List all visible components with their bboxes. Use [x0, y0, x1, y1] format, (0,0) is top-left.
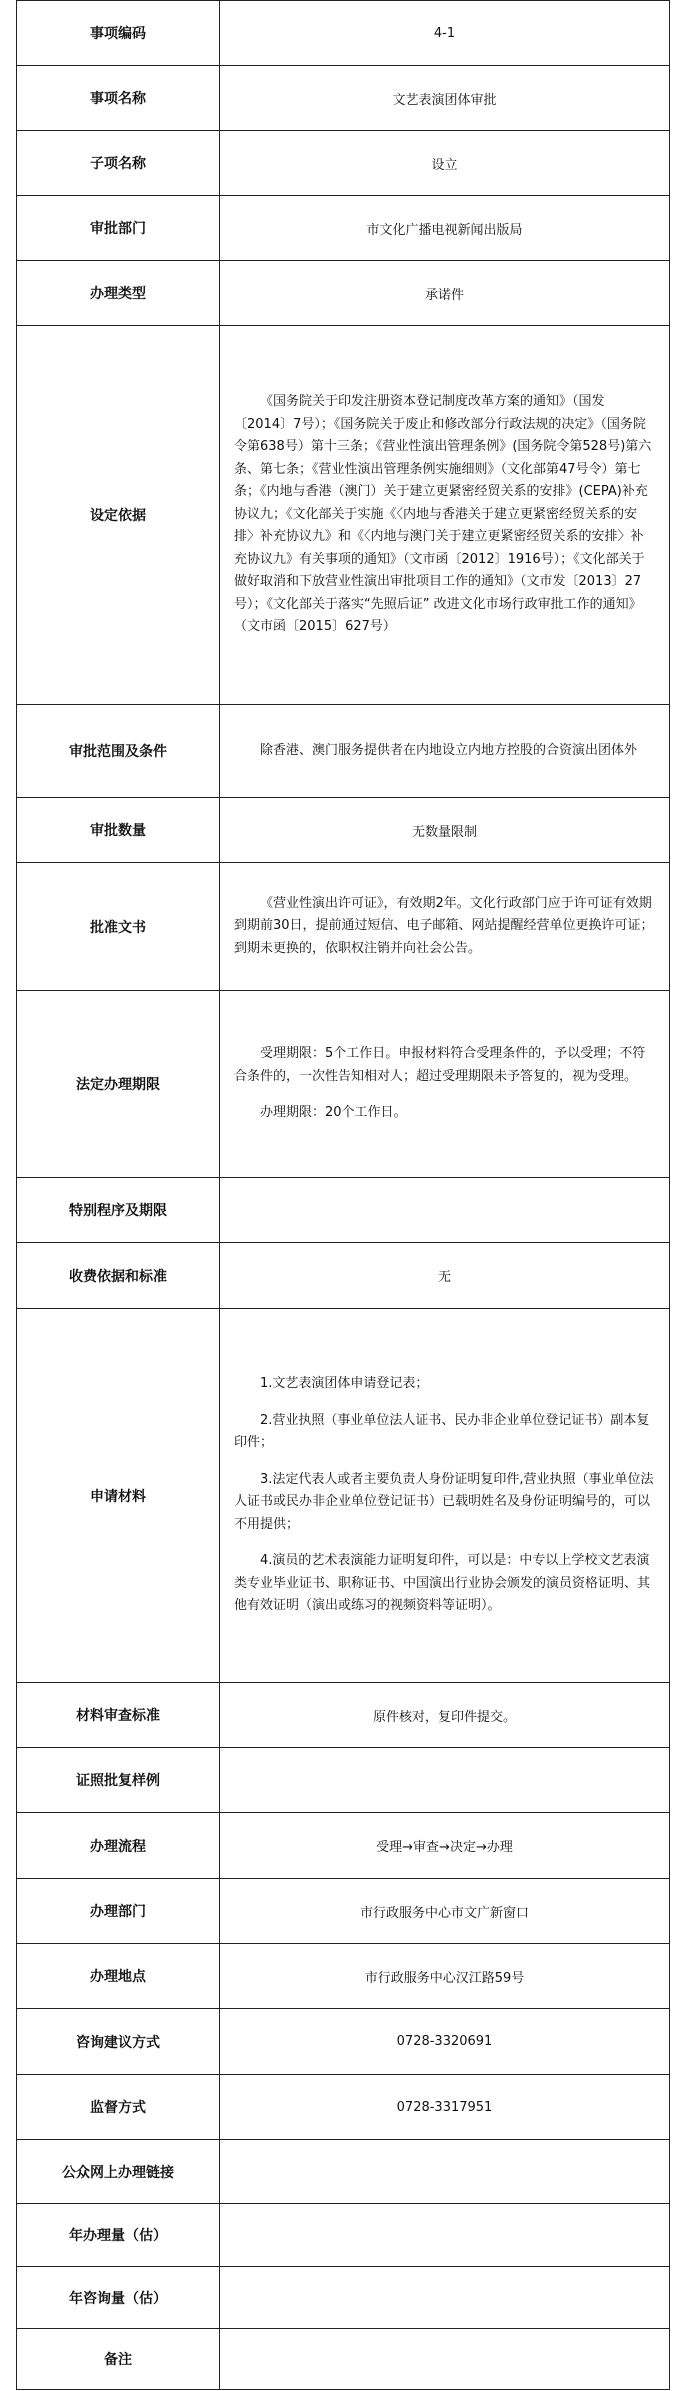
row-value	[220, 2204, 669, 2266]
row-value: 设立	[431, 157, 458, 173]
row-legal-time-limit	[16, 991, 670, 1178]
row-online-link	[16, 2140, 670, 2204]
row-value	[220, 1178, 669, 1242]
processing-period-text: 办理期限：20个工作日。	[260, 1105, 407, 1121]
row-value: 4-1	[433, 25, 456, 41]
approval-scope-text: 除香港、澳门服务提供者在内地设立内地方控股的合资演出团体外	[260, 742, 638, 758]
row-approval-department	[16, 196, 670, 261]
row-label: 办理部门	[17, 1879, 220, 1943]
materials-list-item: 4.演员的艺术表演能力证明复印件，可以是：中专以上学校文艺表演类专业毕业证书、职称证书、中国演出行业协会颁发的演员资格证明、其他有效证明（演出或练习的视频资料等证明）。	[234, 1553, 651, 1614]
row-label: 批准文书	[17, 863, 220, 990]
row-process-flow	[16, 1813, 670, 1879]
row-supervision-method	[16, 2075, 670, 2140]
row-item-name	[16, 66, 670, 131]
row-value: 承诺件	[424, 287, 464, 303]
row-label: 审批数量	[17, 798, 220, 862]
row-label: 办理流程	[17, 1813, 220, 1878]
row-value: 0728-3317951	[396, 2099, 493, 2115]
materials-list-item: 3.法定代表人或者主要负责人身份证明复印件,营业执照（事业单位法人证书或民办非企业单位登记证书）已载明姓名及身份证明编号的，可以不用提供；	[234, 1471, 654, 1532]
row-approval-document	[16, 863, 670, 991]
row-label: 备注	[17, 2329, 220, 2389]
approval-document-text: 《营业性演出许可证》，有效期2年。文化行政部门应于许可证有效期到期前30日，提前通过短信、电子邮箱、网站提醒经营单位更换许可证；到期未更换的，依职权注销并向社会公告。	[234, 895, 654, 956]
row-subitem-name	[16, 131, 670, 196]
row-legal-basis	[16, 326, 670, 705]
row-handling-department	[16, 1879, 670, 1944]
row-label: 申请材料	[17, 1309, 220, 1682]
materials-list-item: 1.文艺表演团体申请登记表；	[260, 1376, 429, 1392]
row-value: 原件核对，复印件提交。	[372, 1709, 516, 1725]
row-value: 市行政服务中心市文广新窗口	[359, 1905, 529, 1921]
row-label: 材料审查标准	[17, 1683, 220, 1747]
row-value	[220, 2140, 669, 2203]
row-approval-scope	[16, 705, 670, 798]
row-value: 无	[437, 1270, 451, 1285]
row-fee-standard	[16, 1243, 670, 1309]
row-label: 审批部门	[17, 196, 220, 260]
row-label: 咨询建议方式	[17, 2009, 220, 2074]
row-remarks	[16, 2329, 670, 2390]
legal-basis-text: 《国务院关于印发注册资本登记制度改革方案的通知》（国发〔2014〕7号）；《国务院关于废止和修改部分行政法规的决定》（国务院令第638号）第十三条；《营业性演出管理条例》(国务院令第528号)第六条、第七条；《营业性演出管理条例实施细则》（文化部第47号令）第七条；《内地与香港（澳门）关于建立更紧密经贸关系的安排》(CEPA)补充协议九；《文化部关于实施《〈内地与香港关于建立更紧密经贸关系的安排〉补充协议九》和《〈内地与澳门关于建立更紧密经贸关系的安排〉补充协议九》有关事项的通知》（文市函〔2012〕1916号）；《文化部关于做好取消和下放营业性演出审批项目工作的通知》（文市发〔2013〕27号）；《文化部关于落实“先照后证” 改进文化市场行政审批工作的通知》（文市函〔2015〕627号）	[234, 394, 652, 635]
row-value: 市文化广播电视新闻出版局	[366, 222, 523, 238]
row-material-review-standard	[16, 1683, 670, 1748]
row-label: 特别程序及期限	[17, 1178, 220, 1242]
row-special-procedure	[16, 1178, 670, 1243]
row-item-code	[16, 0, 670, 66]
row-value: 0728-3320691	[396, 2034, 493, 2049]
row-annual-consultation-volume	[16, 2267, 670, 2329]
row-label: 审批范围及条件	[17, 705, 220, 797]
materials-list-item: 2.营业执照（事业单位法人证书、民办非企业单位登记证书）副本复印件；	[234, 1412, 650, 1451]
row-label: 证照批复样例	[17, 1748, 220, 1812]
row-value	[220, 1748, 669, 1812]
row-label: 办理地点	[17, 1944, 220, 2008]
row-value: 文艺表演团体审批	[392, 92, 497, 108]
row-approval-quantity	[16, 798, 670, 863]
materials-list	[234, 1373, 655, 1618]
row-value	[220, 2267, 669, 2328]
row-application-materials	[16, 1309, 670, 1683]
row-annual-handling-volume	[16, 2204, 670, 2267]
row-label: 设定依据	[17, 326, 220, 704]
row-consultation-method	[16, 2009, 670, 2075]
row-label: 子项名称	[17, 131, 220, 195]
row-label: 年咨询量（估）	[17, 2267, 220, 2328]
row-label: 事项编码	[17, 1, 220, 65]
row-value: 无数量限制	[411, 824, 477, 840]
row-handling-location	[16, 1944, 670, 2009]
row-label: 法定办理期限	[17, 991, 220, 1177]
row-label: 监督方式	[17, 2075, 220, 2139]
row-label: 公众网上办理链接	[17, 2140, 220, 2203]
row-label: 事项名称	[17, 66, 220, 130]
row-label: 年办理量（估）	[17, 2204, 220, 2266]
row-license-sample	[16, 1748, 670, 1813]
row-label: 办理类型	[17, 261, 220, 325]
row-handling-type	[16, 261, 670, 326]
row-value	[220, 2329, 669, 2389]
row-label: 收费依据和标准	[17, 1243, 220, 1308]
acceptance-period-text: 受理期限：5个工作日。申报材料符合受理条件的，予以受理；不符合条件的，一次性告知相对人；超过受理期限未予答复的，视为受理。	[234, 1046, 646, 1084]
row-value: 受理→审查→决定→办理	[376, 1840, 513, 1855]
row-value: 市行政服务中心汉江路59号	[364, 1970, 525, 1986]
